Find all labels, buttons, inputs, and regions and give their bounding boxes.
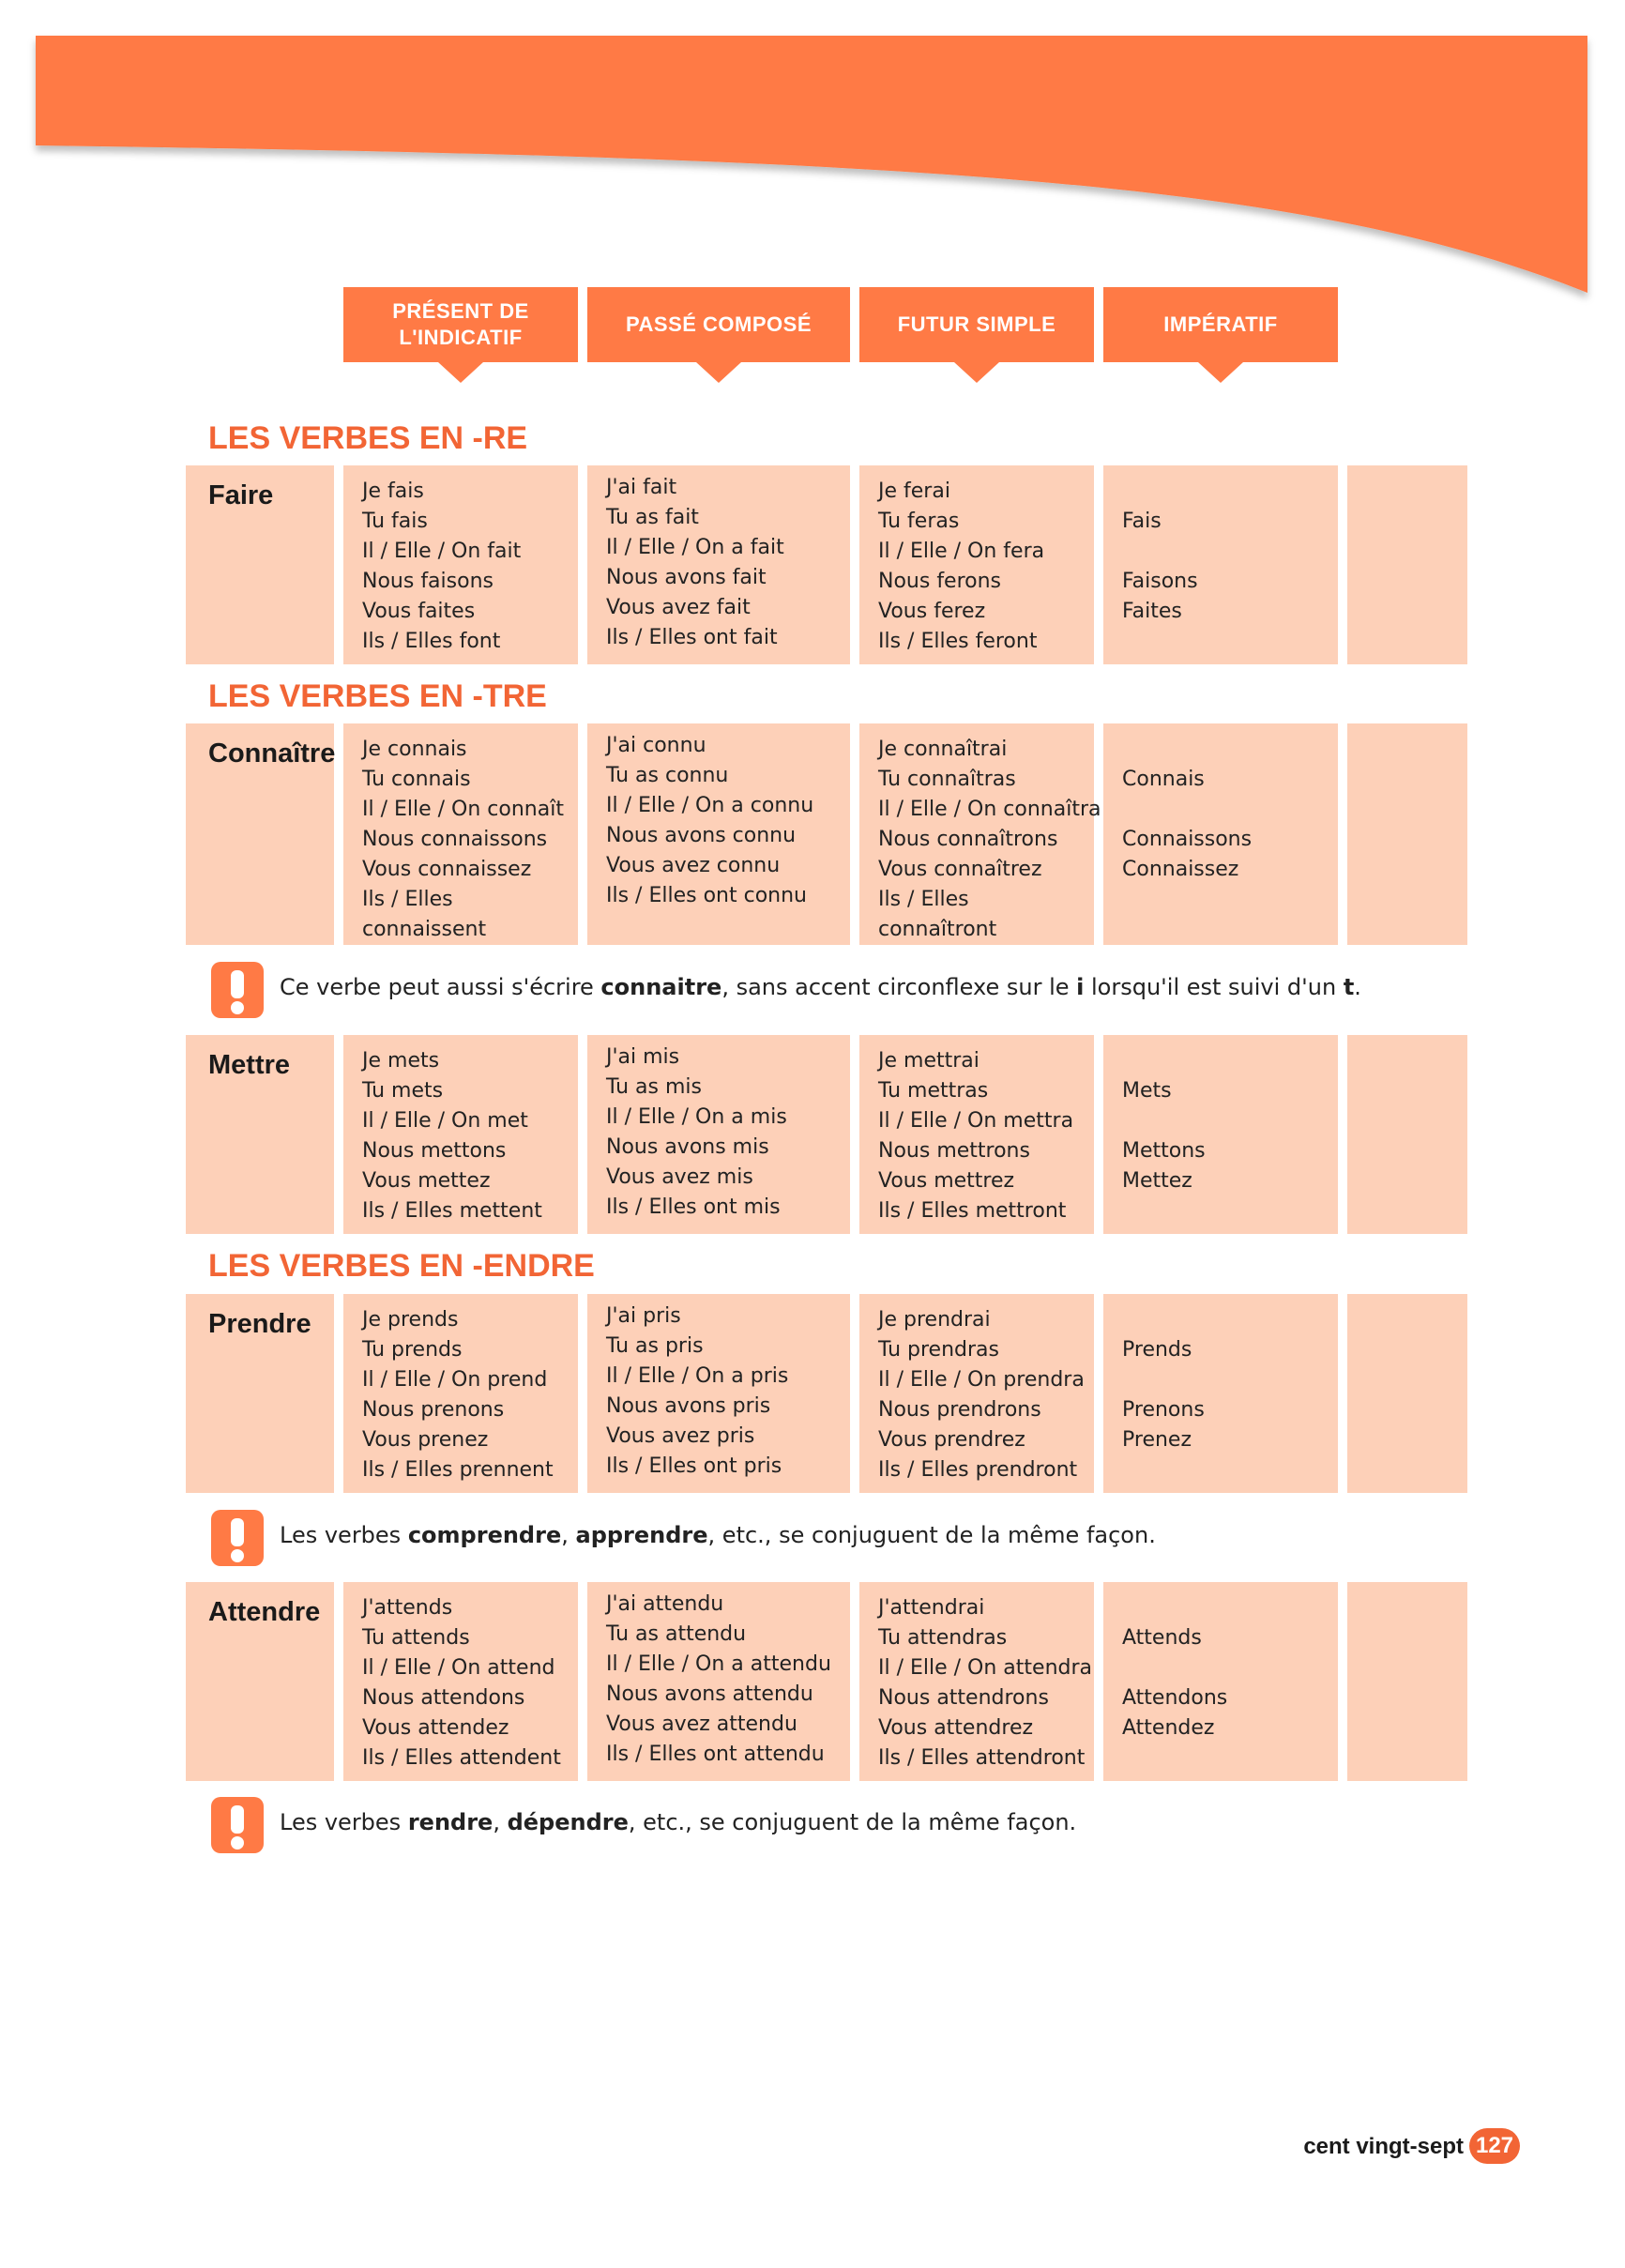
futur-connaitre: Je connaîtrai Tu connaîtras Il / Elle / On connaîtra Nous connaîtrons Vous connaîtrez Ils / Elles connaîtront bbox=[859, 723, 1094, 945]
note-attendre bbox=[208, 1794, 1334, 1860]
section-title-endre: LES VERBES EN -ENDRE bbox=[208, 1248, 595, 1284]
header-banner bbox=[0, 0, 1625, 310]
warning-icon bbox=[208, 1507, 266, 1569]
passe-connaitre: J'ai connu Tu as connu Il / Elle / On a connu Nous avons connu Vous avez connu Ils / Elles ont connu bbox=[587, 723, 850, 945]
page-number-words: cent vingt-sept bbox=[1303, 2134, 1464, 2159]
present-faire: Je fais Tu fais Il / Elle / On fait Nous faisons Vous faites Ils / Elles font bbox=[343, 465, 578, 664]
empty-cell-attendre bbox=[1347, 1582, 1467, 1781]
header-futur-simple: FUTUR SIMPLE bbox=[859, 287, 1094, 362]
empty-cell-prendre bbox=[1347, 1294, 1467, 1493]
page-footer bbox=[1276, 2126, 1520, 2168]
warning-icon bbox=[208, 959, 266, 1021]
present-connaitre: Je connais Tu connais Il / Elle / On connaît Nous connaissons Vous connaissez Ils / Elles connaissent bbox=[343, 723, 578, 945]
header-passe-compose: PASSÉ COMPOSÉ bbox=[587, 287, 850, 362]
futur-mettre: Je mettrai Tu mettras Il / Elle / On mettra Nous mettrons Vous mettrez Ils / Elles mettront bbox=[859, 1035, 1094, 1234]
imperatif-attendre: Attends Attendons Attendez bbox=[1103, 1582, 1338, 1781]
note-text-prendre: Les verbes comprendre, apprendre, etc., se conjuguent de la même façon. bbox=[280, 1522, 1156, 1548]
imperatif-faire: Fais Faisons Faites bbox=[1103, 465, 1338, 664]
present-attendre: J'attends Tu attends Il / Elle / On attend Nous attendons Vous attendez Ils / Elles attendent bbox=[343, 1582, 578, 1781]
page-number-badge: 127 bbox=[1469, 2128, 1520, 2164]
present-prendre: Je prends Tu prends Il / Elle / On prend Nous prenons Vous prenez Ils / Elles prennent bbox=[343, 1294, 578, 1493]
passe-mettre: J'ai mis Tu as mis Il / Elle / On a mis Nous avons mis Vous avez mis Ils / Elles ont mis bbox=[587, 1035, 850, 1234]
imperatif-prendre: Prends Prenons Prenez bbox=[1103, 1294, 1338, 1493]
empty-cell-faire bbox=[1347, 465, 1467, 664]
verb-mettre: Mettre bbox=[186, 1035, 334, 1234]
section-title-re: LES VERBES EN -RE bbox=[208, 420, 528, 456]
note-prendre bbox=[208, 1507, 1334, 1573]
empty-cell-mettre bbox=[1347, 1035, 1467, 1234]
verb-attendre: Attendre bbox=[186, 1582, 334, 1781]
verb-faire: Faire bbox=[186, 465, 334, 664]
section-title-tre: LES VERBES EN -TRE bbox=[208, 678, 547, 714]
header-present: PRÉSENT DE L'INDICATIF bbox=[343, 287, 578, 362]
passe-attendre: J'ai attendu Tu as attendu Il / Elle / On a attendu Nous avons attendu Vous avez attendu Ils / Elles ont attendu bbox=[587, 1582, 850, 1781]
empty-cell-connaitre bbox=[1347, 723, 1467, 945]
verb-prendre: Prendre bbox=[186, 1294, 334, 1493]
passe-faire: J'ai fait Tu as fait Il / Elle / On a fait Nous avons fait Vous avez fait Ils / Elles ont fait bbox=[587, 465, 850, 664]
futur-faire: Je ferai Tu feras Il / Elle / On fera Nous ferons Vous ferez Ils / Elles feront bbox=[859, 465, 1094, 664]
futur-prendre: Je prendrai Tu prendras Il / Elle / On prendra Nous prendrons Vous prendrez Ils / Elles prendront bbox=[859, 1294, 1094, 1493]
passe-prendre: J'ai pris Tu as pris Il / Elle / On a pris Nous avons pris Vous avez pris Ils / Elles ont pris bbox=[587, 1294, 850, 1493]
warning-icon bbox=[208, 1794, 266, 1856]
header-imperatif: IMPÉRATIF bbox=[1103, 287, 1338, 362]
futur-attendre: J'attendrai Tu attendras Il / Elle / On attendra Nous attendrons Vous attendrez Ils / Elles attendront bbox=[859, 1582, 1094, 1781]
note-connaitre bbox=[208, 959, 1361, 1025]
verb-connaitre: Connaître bbox=[186, 723, 334, 945]
note-text-connaitre: Ce verbe peut aussi s'écrire connaitre, sans accent circonflexe sur le i lorsqu'il est suivi d'un t. bbox=[280, 974, 1361, 1000]
note-text-attendre: Les verbes rendre, dépendre, etc., se conjuguent de la même façon. bbox=[280, 1809, 1077, 1835]
imperatif-mettre: Mets Mettons Mettez bbox=[1103, 1035, 1338, 1234]
present-mettre: Je mets Tu mets Il / Elle / On met Nous mettons Vous mettez Ils / Elles mettent bbox=[343, 1035, 578, 1234]
imperatif-connaitre: Connais Connaissons Connaissez bbox=[1103, 723, 1338, 945]
